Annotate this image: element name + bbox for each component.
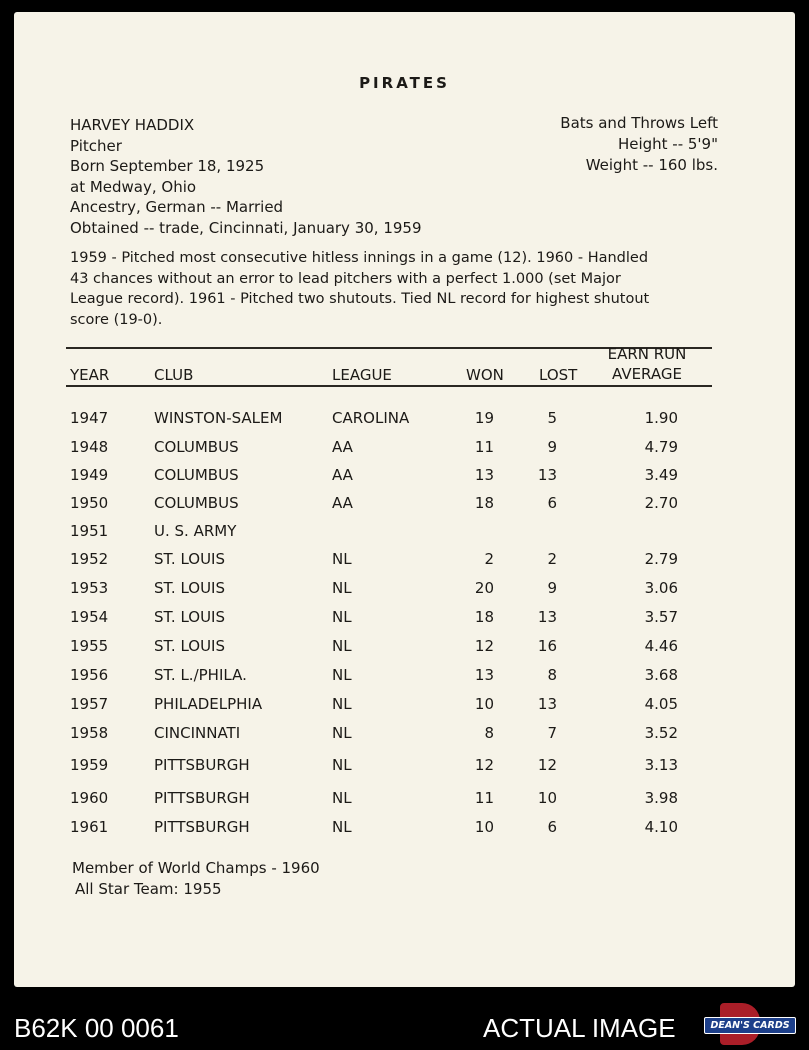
note-line: score (19-0).: [70, 311, 163, 328]
cell-year: 1955: [70, 637, 109, 655]
cell-lost: 16: [537, 637, 557, 655]
cell-club: COLUMBUS: [154, 438, 239, 456]
bats-throws: Bats and Throws Left: [560, 114, 718, 132]
cell-club: PITTSBURGH: [154, 818, 250, 836]
cell-year: 1947: [70, 409, 109, 427]
player-physical: [560, 113, 718, 176]
cell-won: 2: [484, 550, 494, 568]
table-row: [14, 756, 795, 780]
cell-league: NL: [332, 789, 352, 807]
cell-era: 2.70: [644, 494, 678, 512]
cell-era: 1.90: [644, 409, 678, 427]
cell-league: NL: [332, 724, 352, 742]
honor-line: All Star Team: 1955: [75, 880, 222, 898]
cell-lost: 2: [547, 550, 557, 568]
table-row: [14, 438, 795, 462]
table-row: [14, 637, 795, 661]
cell-won: 18: [474, 494, 494, 512]
cell-league: NL: [332, 608, 352, 626]
table-row: [14, 409, 795, 433]
table-row: [14, 550, 795, 574]
table-row: [14, 579, 795, 603]
player-position: Pitcher: [70, 136, 122, 155]
cell-lost: 13: [537, 466, 557, 484]
actual-image-label: ACTUAL IMAGE: [483, 1013, 676, 1043]
cell-won: 8: [484, 724, 494, 742]
cell-won: 11: [474, 438, 494, 456]
cell-lost: 7: [547, 724, 557, 742]
table-row: [14, 608, 795, 632]
honor-line: Member of World Champs - 1960: [72, 859, 320, 877]
cell-league: NL: [332, 695, 352, 713]
cell-era: 4.46: [644, 637, 678, 655]
cell-club: COLUMBUS: [154, 466, 239, 484]
cell-year: 1953: [70, 579, 109, 597]
cell-league: NL: [332, 818, 352, 836]
cell-year: 1954: [70, 608, 109, 626]
cell-year: 1957: [70, 695, 109, 713]
player-ancestry: Ancestry, German -- Married: [70, 198, 284, 216]
table-header-rule: [66, 385, 712, 387]
cell-club: U. S. ARMY: [154, 522, 237, 540]
cell-league: NL: [332, 666, 352, 684]
cell-year: 1961: [70, 818, 109, 836]
cell-club: PITTSBURGH: [154, 789, 250, 807]
cell-era: 2.79: [644, 550, 678, 568]
cell-won: 12: [474, 756, 494, 774]
table-row: [14, 494, 795, 518]
cell-lost: 13: [537, 608, 557, 626]
cell-league: AA: [332, 494, 353, 512]
header-year: YEAR: [70, 366, 110, 384]
cell-lost: 9: [547, 438, 557, 456]
card-back: [14, 12, 795, 987]
cell-club: CINCINNATI: [154, 724, 241, 742]
cell-era: 4.05: [644, 695, 678, 713]
cell-era: 4.10: [644, 818, 678, 836]
cell-era: 4.79: [644, 438, 678, 456]
table-row: [14, 695, 795, 719]
cell-lost: 5: [547, 409, 557, 427]
team-title: PIRATES: [359, 74, 450, 92]
cell-club: PHILADELPHIA: [154, 695, 263, 713]
note-line: 1959 - Pitched most consecutive hitless innings in a game (12). 1960 - Handled: [70, 250, 649, 266]
cell-league: AA: [332, 438, 353, 456]
header-era-line2: AVERAGE: [612, 365, 682, 383]
cell-year: 1952: [70, 550, 109, 568]
cell-year: 1958: [70, 724, 109, 742]
cell-club: WINSTON-SALEM: [154, 409, 283, 427]
cell-lost: 8: [547, 666, 557, 684]
cell-won: 10: [474, 818, 494, 836]
table-row: [14, 724, 795, 748]
cell-club: COLUMBUS: [154, 494, 239, 512]
logo-text: DEAN'S CARDS: [704, 1017, 796, 1034]
player-born: Born September 18, 1925: [70, 157, 265, 175]
cell-won: 20: [474, 579, 494, 597]
weight: Weight -- 160 lbs.: [585, 156, 718, 174]
cell-year: 1949: [70, 466, 109, 484]
cell-era: 3.52: [644, 724, 678, 742]
player-birthplace: at Medway, Ohio: [70, 177, 197, 196]
cell-lost: 10: [537, 789, 557, 807]
cell-lost: 13: [537, 695, 557, 713]
cell-era: 3.68: [644, 666, 678, 684]
honors: [72, 858, 320, 900]
bottom-bar: [0, 1005, 809, 1050]
cell-won: 18: [474, 608, 494, 626]
cell-year: 1950: [70, 494, 109, 512]
cell-year: 1960: [70, 789, 109, 807]
cell-era: 3.57: [644, 608, 678, 626]
header-club: CLUB: [154, 366, 194, 384]
header-lost: LOST: [539, 366, 578, 384]
cell-club: ST. L./PHILA.: [154, 666, 247, 684]
table-row: [14, 522, 795, 546]
cell-lost: 6: [547, 818, 557, 836]
cell-won: 13: [474, 466, 494, 484]
header-league: LEAGUE: [332, 366, 392, 384]
cell-league: NL: [332, 579, 352, 597]
cell-won: 13: [474, 666, 494, 684]
cell-league: NL: [332, 756, 352, 774]
cell-club: ST. LOUIS: [154, 550, 225, 568]
career-notes: [70, 248, 700, 330]
cell-era: 3.98: [644, 789, 678, 807]
player-name: HARVEY HADDIX: [70, 116, 195, 134]
cell-lost: 9: [547, 579, 557, 597]
cell-won: 10: [474, 695, 494, 713]
cell-won: 12: [474, 637, 494, 655]
header-era: [602, 344, 692, 384]
card-id: B62K 00 0061: [14, 1013, 179, 1043]
note-line: 43 chances without an error to lead pitchers with a perfect 1.000 (set Major: [70, 270, 621, 287]
cell-year: 1948: [70, 438, 109, 456]
deans-cards-logo: [700, 1005, 798, 1045]
cell-lost: 12: [537, 756, 557, 774]
table-row: [14, 666, 795, 690]
cell-era: 3.06: [644, 579, 678, 597]
cell-era: 3.49: [644, 466, 678, 484]
cell-lost: 6: [547, 494, 557, 512]
cell-club: ST. LOUIS: [154, 637, 225, 655]
cell-league: CAROLINA: [332, 409, 410, 427]
cell-year: 1959: [70, 756, 109, 774]
cell-won: 19: [474, 409, 494, 427]
cell-era: 3.13: [644, 756, 678, 774]
player-info: [70, 115, 422, 238]
player-obtained: Obtained -- trade, Cincinnati, January 30, 1959: [70, 218, 422, 237]
cell-club: ST. LOUIS: [154, 608, 225, 626]
cell-club: ST. LOUIS: [154, 579, 225, 597]
table-row: [14, 466, 795, 490]
note-line: League record). 1961 - Pitched two shutouts. Tied NL record for highest shutout: [70, 291, 650, 307]
header-won: WON: [466, 366, 504, 384]
cell-club: PITTSBURGH: [154, 756, 250, 774]
cell-year: 1956: [70, 666, 109, 684]
cell-league: NL: [332, 550, 352, 568]
cell-league: NL: [332, 637, 352, 655]
height: Height -- 5'9": [617, 135, 718, 153]
table-row: [14, 818, 795, 842]
cell-year: 1951: [70, 522, 109, 540]
cell-league: AA: [332, 466, 353, 484]
header-era-line1: EARN RUN: [607, 345, 687, 363]
cell-won: 11: [474, 789, 494, 807]
table-row: [14, 789, 795, 813]
